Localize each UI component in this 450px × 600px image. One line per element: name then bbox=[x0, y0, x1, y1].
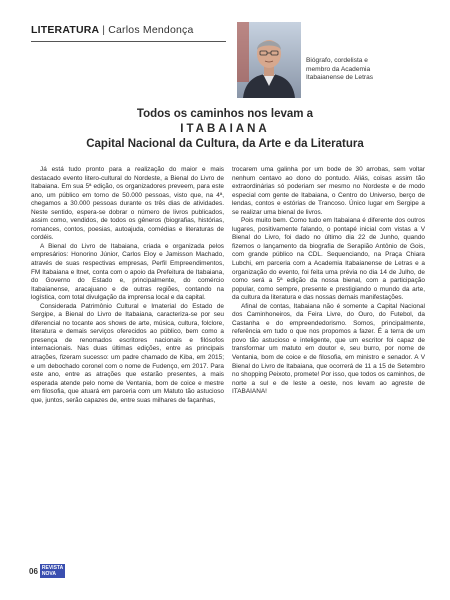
bio-line: Itabaianense de Letras bbox=[306, 74, 374, 81]
article-paragraph: A Bienal do Livro de Itabaiana, criada e organizada pelos empresários: Honorino Júnior, Carlos Eloy e Jamisson Machado, através de suas respectivas empresas, Perfil Empreendimentos, FM Itabaiana e Itnet, conta com o apoio da Prefeitura de Itabaiana, do Governo do Estado e, principalmente, do comércio Itabaianense, aracajuano e de outras regiões, contando na logística, com total divulgação da imprensa local e da capital. bbox=[31, 242, 224, 302]
bio-line: Biógrafo, cordelista e bbox=[306, 57, 368, 64]
article-paragraph: Pois muito bem. Como tudo em Itabaiana é diferente dos outros lugares, positivamente falando, o pontapé inicial com vistas a V Bienal do Livro, foi dado no último dia 22 de Junho, quando fizemos o lançamento da biografia de Serapião Antônio de Gois, com grande público na CDL. Sequenciando, na Praça Chiara Lubchi, em parceria com a Academia Itabaianense de Letras e a organização do evento, foi feita uma prévia no dia 14 de Julho, de como será a 5ª edição da nossa bienal, com a participação popular, como sempre, presente e prestigiando o mundo da arte, da cultura da literatura e das nossas demais manifestações. bbox=[232, 217, 425, 302]
bio-line: membro da Academia bbox=[306, 65, 371, 73]
header-rule bbox=[31, 41, 226, 42]
author-name: Carlos Mendonça bbox=[108, 24, 194, 36]
logo-line: NOVA bbox=[41, 571, 56, 577]
page-number: 06 bbox=[29, 566, 38, 576]
article-title-line2: ITABAIANA bbox=[180, 123, 270, 135]
section-header bbox=[31, 24, 194, 36]
article-column-right bbox=[232, 166, 425, 397]
article-paragraph: Já está tudo pronto para a realização do maior e mais destacado evento litero-cultural do Nordeste, a Bienal do Livro de Itabaiana. Em sua 5ª edição, os organizadores preveem, para este ano, um público em torno de 50.000 pessoas, visto que, na 4ª, chegamos a 30.000 pessoas durante os três dias de atividades. Neste sentido, espera-se dobrar o número de livros publicados, assim como, vendidos, de todos os gêneros (biografias, histórias, romances, contos, poesias, autoajuda, comédias e literaturas de cordéis. bbox=[31, 166, 224, 242]
page-footer bbox=[29, 564, 65, 578]
author-photo bbox=[237, 22, 301, 98]
article-title-line1: Todos os caminhos nos levam a bbox=[136, 108, 314, 120]
article-paragraph: trocarem uma galinha por um bode de 30 arrobas, sem voltar nenhum centavo ao dono do pontudo. Aliás, coisas assim tão extraordinárias só poderiam ser mesmo no Nordeste e de modo especial com gente de Itabaiana, o Centro do Universo, berço de lendas, contos e estórias de Trancoso. Único lugar em Sergipe a se realizar uma bienal de livros. bbox=[232, 166, 425, 216]
logo-line: REVISTA bbox=[41, 565, 64, 571]
section-name: LITERATURA bbox=[31, 24, 100, 36]
article-column-left bbox=[31, 166, 224, 405]
article-paragraph: Considerada Patrimônio Cultural e Imaterial do Estado de Sergipe, a Bienal do Livro de Itabaiana, caracteriza-se por seu diferencial no tocante aos shows de arte, música, cultura, folclore, literatura e demais serviços oferecidos ao público, bem como a presença de renomados escritores nacionais e filósofos internacionais. Nas duas últimas edições, entre as principais atrações, fizeram sucesso: um padre chamado de Kiba, em 2015; e um debochado coronel com o nome de Fudenço, em 2017. Para este ano, entre as atrações que estarão presentes, a mais esperada atende pelo nome de Ventania, bom de coice e mestre em filosofia, que atuará em parceria com um Matuto tão astucioso que, juntos, serão capazes de, entre suas milhares de façanhas, bbox=[31, 302, 224, 404]
article-paragraph: Afinal de contas, Itabaiana não é somente a Capital Nacional dos Caminhoneiros, da Feira Livre, do Ouro, do Futebol, da Castanha e do empreendedorismo. Somos, principalmente, referência em tudo o que nos propomos a fazer. É a terra de um povo tão astucioso e inteligente, que um escritor foi capaz de transformar um matuto em doutor e, seu burro, por nome de Ventania, bom de coice e de filosofia, em ministro e senador. A V Bienal do Livro de Itabaiana, que ocorrerá de 11 a 15 de Setembro no shopping Peixoto, promete! Por isso, que todos os caminhos, de norte a sul e de leste a oeste, nos levam ao agreste de ITABAIANA! bbox=[232, 302, 425, 396]
author-bio bbox=[306, 57, 426, 83]
author-portrait-image bbox=[237, 22, 301, 98]
header-separator: | bbox=[102, 24, 106, 36]
article-title-line3: Capital Nacional da Cultura, da Arte e da Literatura bbox=[86, 138, 364, 150]
magazine-logo bbox=[40, 564, 65, 578]
